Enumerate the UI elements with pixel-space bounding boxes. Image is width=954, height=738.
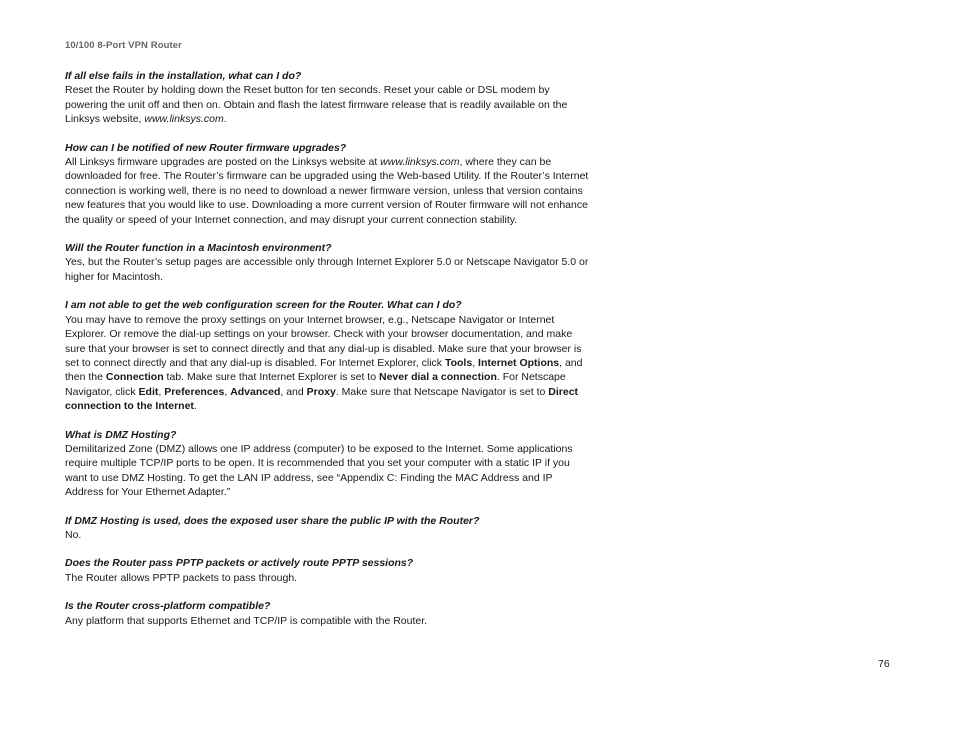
answer-text: , — [224, 385, 231, 398]
running-header: 10/100 8-Port VPN Router — [65, 40, 182, 51]
faq-answer — [65, 83, 593, 126]
faq-item-cross-platform — [65, 599, 593, 628]
answer-text: , and — [280, 385, 307, 398]
faq-question: What is DMZ Hosting? — [65, 428, 177, 441]
faq-item-dmz-public-ip — [65, 514, 593, 543]
answer-text: , — [158, 385, 165, 398]
faq-question: If DMZ Hosting is used, does the exposed user share the public IP with the Router? — [65, 514, 480, 527]
page-number: 76 — [878, 658, 890, 670]
answer-text: Reset the Router by holding down the Reset button for ten seconds. Reset your cable or DSL modem by powering the unit off and then on. Obtain and flash the latest firmware release that is readily available on the Linksys website, — [65, 84, 568, 126]
faq-question: Does the Router pass PPTP packets or actively route PPTP sessions? — [65, 557, 414, 570]
answer-text: , — [472, 356, 479, 369]
faq-answer: Yes, but the Router’s setup pages are accessible only through Internet Explorer 5.0 or Netscape Navigator 5.0 or higher for Macintosh. — [65, 256, 589, 283]
answer-text: . Make sure that Netscape Navigator is set to — [335, 385, 549, 398]
answer-text: All Linksys firmware upgrades are posted on the Linksys website at — [65, 156, 381, 169]
answer-text: , where they can be downloaded for free. The Router’s firmware can be upgraded using the Web-based Utility. If the Router’s Internet connection is working well, there is no need to download a newer firmware version, unless that version contains new features that you would like to use. Downloading a more current version of Router firmware will not enhance the quality or speed of your Internet connection, and may disrupt your current connection stability. — [65, 156, 589, 226]
menu-term-tools: Tools — [444, 356, 473, 369]
menu-term-advanced: Advanced — [230, 385, 281, 398]
menu-term-connection: Connection — [105, 371, 164, 384]
faq-answer — [65, 313, 593, 414]
menu-term-preferences: Preferences — [164, 385, 225, 398]
answer-text: . — [193, 400, 197, 413]
menu-term-edit: Edit — [138, 385, 159, 398]
faq-question: How can I be notified of new Router firmware upgrades? — [65, 141, 347, 154]
menu-term-direct-connection: Direct connection to the Internet — [65, 385, 579, 413]
answer-text: tab. Make sure that Internet Explorer is set to — [163, 371, 379, 384]
menu-term-internet-options: Internet Options — [478, 356, 560, 369]
faq-question: I am not able to get the web configuration screen for the Router. What can I do? — [65, 299, 462, 312]
faq-answer: Any platform that supports Ethernet and TCP/IP is compatible with the Router. — [65, 614, 428, 627]
faq-question: Will the Router function in a Macintosh environment? — [65, 242, 332, 255]
faq-item-dmz — [65, 428, 593, 500]
faq-item-reset — [65, 69, 593, 127]
faq-item-web-config — [65, 298, 593, 413]
faq-answer — [65, 155, 593, 227]
faq-item-pptp — [65, 556, 593, 585]
menu-term-proxy: Proxy — [306, 385, 336, 398]
answer-text: , and then the — [65, 356, 583, 384]
faq-question: If all else fails in the installation, what can I do? — [65, 70, 302, 82]
website-link: www.linksys.com — [144, 113, 224, 126]
website-link: www.linksys.com — [380, 156, 460, 169]
answer-text: . — [223, 113, 227, 126]
faq-content — [65, 69, 593, 642]
faq-answer: The Router allows PPTP packets to pass through. — [65, 571, 298, 584]
menu-term-never-dial: Never dial a connection — [378, 371, 497, 384]
answer-text: . For Netscape Navigator, click — [65, 371, 566, 398]
faq-item-firmware-upgrades — [65, 141, 593, 227]
answer-text: You may have to remove the proxy settings on your Internet browser, e.g., Netscape Navigator or Internet Explorer. Or remove the dial-up settings on your browser. Check with your browser documentation, and make sure that your browser is set to connect directly and that any dial-up is disabled. Make sure that your browser is set to connect directly and that any dial-up is disabled. For Internet Explorer, click — [65, 313, 582, 369]
faq-item-macintosh — [65, 241, 593, 284]
faq-question: Is the Router cross-platform compatible? — [65, 600, 271, 613]
faq-answer: No. — [65, 528, 82, 541]
faq-answer: Demilitarized Zone (DMZ) allows one IP address (computer) to be exposed to the Internet. Some applications require multiple TCP/IP ports to be open. It is recommended that you set your computer with a static IP if you want to use DMZ Hosting. To get the LAN IP address, see “Appendix C: Finding the MAC Address and IP Address for Your Ethernet Adapter.” — [65, 442, 573, 499]
